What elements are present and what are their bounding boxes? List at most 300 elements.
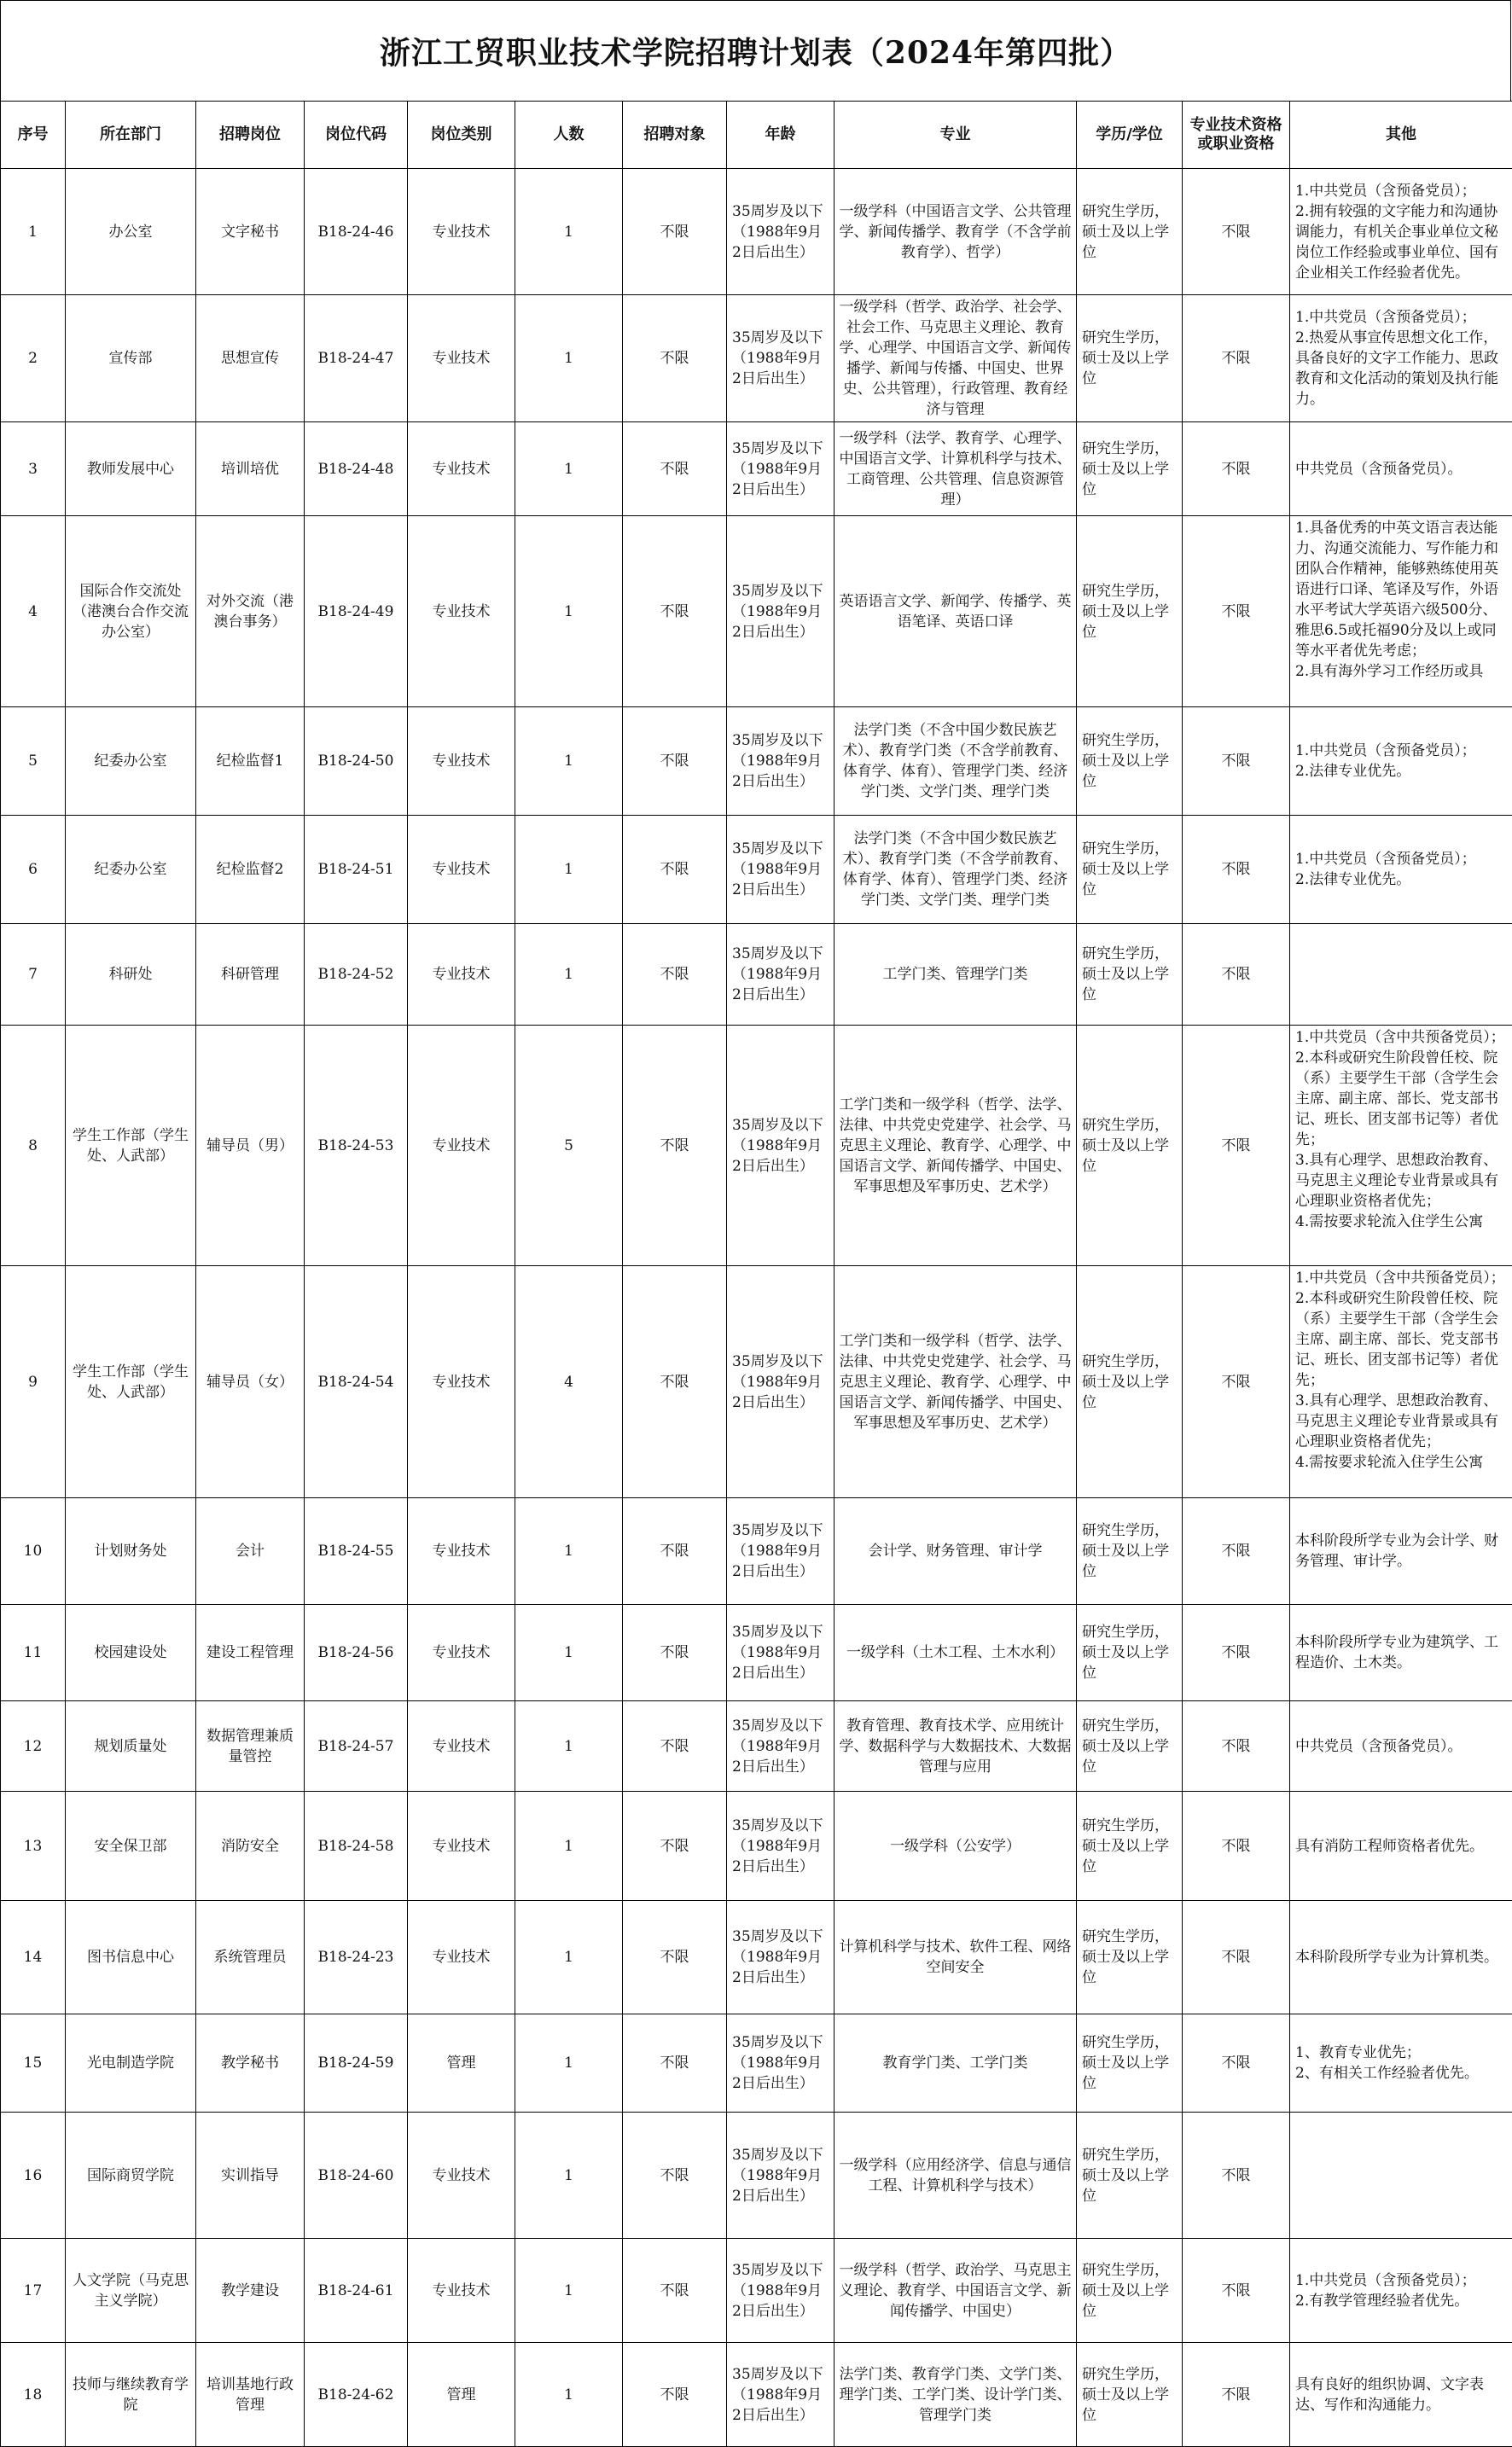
cell-education	[1077, 295, 1183, 422]
cell-no	[1, 1792, 66, 1901]
cell-other-text: 具有消防工程师资格者优先。	[1295, 1838, 1484, 1855]
cell-age	[727, 1266, 835, 1498]
cell-category-text: 专业技术	[433, 861, 491, 878]
cell-other	[1290, 2113, 1512, 2239]
cell-major-text: 一级学科（土木工程、土木水利）	[846, 1644, 1064, 1661]
cell-post-text: 教学建设	[221, 2282, 279, 2299]
cell-code	[305, 1498, 408, 1605]
cell-code	[305, 1266, 408, 1498]
cell-other	[1290, 2014, 1512, 2113]
cell-major	[835, 924, 1077, 1026]
cell-code	[305, 1605, 408, 1701]
header-age: 年龄	[727, 102, 835, 169]
cell-age-text: 35周岁及以下（1988年9月2日后出生）	[732, 732, 823, 790]
header-no: 序号	[1, 102, 66, 169]
cell-category	[408, 295, 515, 422]
cell-qualification-text: 不限	[1222, 1374, 1251, 1391]
cell-qualification	[1183, 1498, 1290, 1605]
cell-age-text: 35周岁及以下（1988年9月2日后出生）	[732, 1522, 823, 1580]
cell-dept-text: 规划质量处	[95, 1738, 167, 1755]
cell-no-text: 17	[24, 2282, 43, 2299]
cell-dept-text: 学生工作部（学生处、人武部）	[73, 1127, 189, 1165]
cell-dept-text: 计划财务处	[95, 1543, 167, 1560]
cell-other-text: 中共党员（含预备党员）。	[1295, 461, 1463, 478]
cell-count	[515, 1266, 623, 1498]
cell-post-text: 建设工程管理	[206, 1644, 294, 1661]
header-code: 岗位代码	[305, 102, 408, 169]
cell-code-text: B18-24-56	[318, 1644, 394, 1661]
cell-dept-text: 光电制造学院	[87, 2055, 174, 2072]
cell-major-text: 教育管理、教育技术学、应用统计学、数据科学与大数据技术、大数据管理与应用	[840, 1718, 1072, 1776]
cell-post	[196, 2239, 305, 2343]
cell-education	[1077, 2014, 1183, 2113]
cell-age	[727, 169, 835, 295]
cell-code	[305, 169, 408, 295]
cell-category	[408, 1701, 515, 1792]
cell-major-text: 一级学科（哲学、政治学、马克思主义理论、教育学、中国语言文学、新闻传播学、中国史）	[840, 2262, 1072, 2320]
cell-dept	[66, 295, 196, 422]
header-row	[1, 102, 1512, 169]
cell-education-text: 研究生学历，硕士及以上学位	[1082, 440, 1169, 498]
cell-count-text: 1	[564, 753, 573, 770]
cell-qualification-text: 不限	[1222, 2282, 1251, 2299]
cell-qualification	[1183, 2239, 1290, 2343]
cell-major-text: 法学门类（不含中国少数民族艺术）、教育学门类（不含学前教育、体育学、体育）、管理学门类、经济学门类、文学门类、理学门类	[843, 830, 1068, 909]
cell-age	[727, 2014, 835, 2113]
cell-major-text: 法学门类、教育学门类、文学门类、理学门类、工学门类、设计学门类、管理学门类	[840, 2366, 1072, 2424]
cell-category	[408, 2343, 515, 2447]
cell-major-text: 会计学、财务管理、审计学	[869, 1543, 1043, 1560]
cell-age	[727, 2113, 835, 2239]
cell-post-text: 培训培优	[221, 461, 279, 478]
cell-post	[196, 816, 305, 924]
cell-education-text: 研究生学历，硕士及以上学位	[1082, 1928, 1169, 1986]
cell-category	[408, 516, 515, 707]
cell-post-text: 实训指导	[221, 2167, 279, 2184]
cell-no	[1, 1498, 66, 1605]
cell-count-text: 1	[564, 1644, 573, 1661]
cell-other-text: 1.具备优秀的中英文语言表达能力、沟通交流能力、写作能力和团队合作精神，能够熟练使用英语进行口译、笔译及写作，外语水平考试大学英语六级500分、雅思6.5或托福90分及以上或同等水平者优先考虑； 2.具有海外学习工作经历或具	[1295, 518, 1507, 682]
table-row	[1, 2014, 1512, 2113]
cell-target-text: 不限	[660, 1137, 689, 1154]
cell-dept-text: 宣传部	[109, 350, 153, 367]
cell-dept	[66, 1605, 196, 1701]
cell-target	[623, 2014, 727, 2113]
cell-no-text: 1	[28, 224, 38, 241]
cell-no-text: 5	[28, 753, 38, 770]
cell-no	[1, 924, 66, 1026]
cell-code	[305, 2014, 408, 2113]
cell-major-text: 一级学科（法学、教育学、心理学、中国语言文学、计算机科学与技术、工商管理、公共管理、信息资源管理）	[840, 430, 1072, 509]
cell-major-text: 工学门类、管理学门类	[883, 966, 1028, 983]
cell-qualification-text: 不限	[1222, 2386, 1251, 2403]
cell-major	[835, 1901, 1077, 2014]
cell-target	[623, 1792, 727, 1901]
cell-other-text: 1.中共党员（含中共预备党员）； 2.本科或研究生阶段曾任校、院（系）主要学生干部（含学生会主席、副主席、部长、党支部书记、班长、团支部书记等）者优先； 3.具有心理学、思想政治教育、马克思主义理论专业背景或具有心理职业资格者优先； 4.需按要求轮流入住学生公寓	[1295, 1027, 1507, 1232]
cell-qualification	[1183, 295, 1290, 422]
cell-count	[515, 1792, 623, 1901]
cell-code-text: B18-24-53	[318, 1137, 394, 1154]
cell-target	[623, 169, 727, 295]
cell-dept	[66, 924, 196, 1026]
cell-dept	[66, 1701, 196, 1792]
cell-post-text: 会计	[236, 1543, 265, 1560]
cell-no	[1, 1266, 66, 1498]
cell-qualification	[1183, 1901, 1290, 2014]
header-education: 学历/学位	[1077, 102, 1183, 169]
cell-age	[727, 295, 835, 422]
cell-dept	[66, 1266, 196, 1498]
cell-target	[623, 2239, 727, 2343]
cell-count	[515, 422, 623, 516]
cell-count-text: 1	[564, 2167, 573, 2184]
cell-no	[1, 2239, 66, 2343]
cell-dept-text: 教师发展中心	[87, 461, 174, 478]
cell-major	[835, 1498, 1077, 1605]
header-qualification: 专业技术资格或职业资格	[1183, 102, 1290, 169]
cell-age	[727, 924, 835, 1026]
cell-code-text: B18-24-51	[318, 861, 394, 878]
cell-code	[305, 1901, 408, 2014]
cell-no-text: 8	[28, 1137, 38, 1154]
cell-code-text: B18-24-62	[318, 2386, 394, 2403]
cell-age-text: 35周岁及以下（1988年9月2日后出生）	[732, 2147, 823, 2205]
cell-qualification	[1183, 2343, 1290, 2447]
cell-count-text: 5	[564, 1137, 573, 1154]
table-row	[1, 1266, 1512, 1498]
cell-code-text: B18-24-61	[318, 2282, 394, 2299]
cell-other	[1290, 295, 1512, 422]
cell-target	[623, 1901, 727, 2014]
cell-count	[515, 1605, 623, 1701]
cell-no	[1, 2014, 66, 2113]
cell-education	[1077, 169, 1183, 295]
cell-no-text: 12	[24, 1738, 43, 1755]
cell-qualification	[1183, 169, 1290, 295]
cell-age-text: 35周岁及以下（1988年9月2日后出生）	[732, 1353, 823, 1411]
cell-code-text: B18-24-23	[318, 1949, 394, 1966]
cell-code-text: B18-24-57	[318, 1738, 394, 1755]
cell-target-text: 不限	[660, 861, 689, 878]
cell-count-text: 1	[564, 603, 573, 620]
cell-post	[196, 169, 305, 295]
cell-category-text: 专业技术	[433, 603, 491, 620]
cell-target	[623, 422, 727, 516]
cell-no-text: 16	[24, 2167, 43, 2184]
cell-code-text: B18-24-47	[318, 350, 394, 367]
table-row	[1, 2239, 1512, 2343]
cell-education-text: 研究生学历，硕士及以上学位	[1082, 945, 1169, 1003]
cell-count	[515, 1026, 623, 1266]
cell-qualification	[1183, 1026, 1290, 1266]
cell-age-text: 35周岁及以下（1988年9月2日后出生）	[732, 2262, 823, 2320]
cell-category	[408, 2014, 515, 2113]
cell-count	[515, 2113, 623, 2239]
cell-post	[196, 1701, 305, 1792]
cell-major-text: 工学门类和一级学科（哲学、法学、法律、中共党史党建学、社会学、马克思主义理论、教育学、心理学、中国语言文学、新闻传播学、中国史、军事思想及军事历史、艺术学）	[840, 1333, 1072, 1432]
cell-post-text: 教学秘书	[221, 2055, 279, 2072]
cell-target	[623, 816, 727, 924]
cell-category	[408, 2113, 515, 2239]
cell-qualification	[1183, 422, 1290, 516]
cell-category	[408, 169, 515, 295]
cell-category-text: 专业技术	[433, 2167, 491, 2184]
cell-no-text: 13	[24, 1838, 43, 1855]
cell-count	[515, 816, 623, 924]
cell-age	[727, 1026, 835, 1266]
table-row	[1, 169, 1512, 295]
cell-category	[408, 422, 515, 516]
cell-qualification-text: 不限	[1222, 1838, 1251, 1855]
cell-code-text: B18-24-58	[318, 1838, 394, 1855]
table-row	[1, 516, 1512, 707]
cell-category-text: 专业技术	[433, 1838, 491, 1855]
cell-category-text: 专业技术	[433, 1137, 491, 1154]
cell-qualification-text: 不限	[1222, 1137, 1251, 1154]
cell-code	[305, 516, 408, 707]
cell-code	[305, 422, 408, 516]
table-row	[1, 1605, 1512, 1701]
cell-education	[1077, 1701, 1183, 1792]
cell-post	[196, 1901, 305, 2014]
cell-age	[727, 816, 835, 924]
cell-post	[196, 707, 305, 816]
cell-no-text: 7	[28, 966, 38, 983]
cell-post	[196, 2113, 305, 2239]
cell-education-text: 研究生学历，硕士及以上学位	[1082, 1718, 1169, 1776]
cell-category-text: 专业技术	[433, 966, 491, 983]
cell-code	[305, 816, 408, 924]
cell-education-text: 研究生学历，硕士及以上学位	[1082, 2366, 1169, 2424]
cell-count-text: 1	[564, 350, 573, 367]
cell-post	[196, 295, 305, 422]
cell-dept	[66, 1026, 196, 1266]
cell-age-text: 35周岁及以下（1988年9月2日后出生）	[732, 1817, 823, 1875]
cell-target-text: 不限	[660, 224, 689, 241]
cell-qualification-text: 不限	[1222, 753, 1251, 770]
cell-dept-text: 国际合作交流处（港澳台合作交流办公室）	[73, 583, 189, 641]
cell-qualification-text: 不限	[1222, 1738, 1251, 1755]
cell-major	[835, 295, 1077, 422]
cell-other-text: 本科阶段所学专业为建筑学、工程造价、土木类。	[1295, 1634, 1498, 1671]
cell-education	[1077, 2239, 1183, 2343]
cell-dept	[66, 2113, 196, 2239]
cell-dept	[66, 816, 196, 924]
cell-major	[835, 2343, 1077, 2447]
cell-no-text: 6	[28, 861, 38, 878]
header-count: 人数	[515, 102, 623, 169]
table-row	[1, 924, 1512, 1026]
cell-education	[1077, 924, 1183, 1026]
cell-age	[727, 1605, 835, 1701]
cell-dept-text: 人文学院（马克思主义学院）	[73, 2272, 189, 2310]
cell-code	[305, 1792, 408, 1901]
cell-no	[1, 816, 66, 924]
cell-no-text: 11	[24, 1644, 43, 1661]
cell-category	[408, 1026, 515, 1266]
cell-major	[835, 816, 1077, 924]
cell-post	[196, 924, 305, 1026]
cell-dept-text: 国际商贸学院	[87, 2167, 174, 2184]
cell-other	[1290, 1792, 1512, 1901]
cell-qualification-text: 不限	[1222, 603, 1251, 620]
table-row	[1, 2343, 1512, 2447]
cell-dept-text: 安全保卫部	[95, 1838, 167, 1855]
cell-major-text: 计算机科学与技术、软件工程、网络空间安全	[840, 1938, 1072, 1976]
header-other: 其他	[1290, 102, 1512, 169]
cell-count	[515, 924, 623, 1026]
cell-code	[305, 707, 408, 816]
cell-other-text: 1.中共党员（含中共预备党员）； 2.本科或研究生阶段曾任校、院（系）主要学生干部（含学生会主席、副主席、部长、党支部书记、班长、团支部书记等）者优先； 3.具有心理学、思想政治教育、马克思主义理论专业背景或具有心理职业资格者优先； 4.需按要求轮流入住学生公寓	[1295, 1268, 1507, 1473]
cell-dept	[66, 1498, 196, 1605]
cell-count-text: 1	[564, 1838, 573, 1855]
cell-education-text: 研究生学历，硕士及以上学位	[1082, 583, 1169, 641]
cell-major	[835, 1026, 1077, 1266]
cell-education	[1077, 1792, 1183, 1901]
title-box	[0, 0, 1511, 101]
cell-dept-text: 纪委办公室	[95, 861, 167, 878]
cell-major-text: 一级学科（应用经济学、信息与通信工程、计算机科学与技术）	[840, 2157, 1072, 2194]
cell-major	[835, 2239, 1077, 2343]
cell-count-text: 1	[564, 461, 573, 478]
cell-category	[408, 1605, 515, 1701]
cell-major-text: 工学门类和一级学科（哲学、法学、法律、中共党史党建学、社会学、马克思主义理论、教育学、心理学、中国语言文学、新闻传播学、中国史、军事思想及军事历史、艺术学）	[840, 1096, 1072, 1195]
cell-education	[1077, 1498, 1183, 1605]
cell-post	[196, 1498, 305, 1605]
cell-code-text: B18-24-52	[318, 966, 394, 983]
cell-education	[1077, 1266, 1183, 1498]
cell-other	[1290, 1498, 1512, 1605]
cell-category	[408, 816, 515, 924]
header-dept: 所在部门	[66, 102, 196, 169]
table-row	[1, 1792, 1512, 1901]
cell-other-text: 本科阶段所学专业为计算机类。	[1295, 1949, 1498, 1966]
cell-other-text: 1.中共党员（含预备党员）； 2.法律专业优先。	[1295, 742, 1476, 780]
cell-major	[835, 169, 1077, 295]
cell-target	[623, 924, 727, 1026]
cell-category-text: 专业技术	[433, 461, 491, 478]
cell-other	[1290, 1266, 1512, 1498]
cell-qualification	[1183, 924, 1290, 1026]
cell-qualification	[1183, 2113, 1290, 2239]
cell-age-text: 35周岁及以下（1988年9月2日后出生）	[732, 203, 823, 261]
cell-post-text: 辅导员（女）	[206, 1374, 294, 1391]
table-row	[1, 707, 1512, 816]
header-major: 专业	[835, 102, 1077, 169]
cell-target-text: 不限	[660, 461, 689, 478]
cell-category	[408, 1266, 515, 1498]
cell-qualification-text: 不限	[1222, 966, 1251, 983]
cell-major	[835, 2113, 1077, 2239]
cell-target-text: 不限	[660, 2055, 689, 2072]
cell-age-text: 35周岁及以下（1988年9月2日后出生）	[732, 1928, 823, 1986]
cell-qualification	[1183, 1792, 1290, 1901]
cell-education	[1077, 516, 1183, 707]
cell-other	[1290, 924, 1512, 1026]
cell-dept	[66, 422, 196, 516]
cell-category	[408, 1498, 515, 1605]
cell-major	[835, 707, 1077, 816]
cell-category-text: 专业技术	[433, 1644, 491, 1661]
cell-education	[1077, 1901, 1183, 2014]
cell-category-text: 专业技术	[433, 350, 491, 367]
page-title: 浙江工贸职业技术学院招聘计划表（2024年第四批）	[380, 29, 1131, 73]
cell-dept	[66, 169, 196, 295]
cell-education-text: 研究生学历，硕士及以上学位	[1082, 1353, 1169, 1411]
cell-code-text: B18-24-55	[318, 1543, 394, 1560]
cell-target-text: 不限	[660, 2167, 689, 2184]
cell-other-text: 1.中共党员（含预备党员）； 2.有教学管理经验者优先。	[1295, 2272, 1476, 2310]
cell-age-text: 35周岁及以下（1988年9月2日后出生）	[732, 2366, 823, 2424]
cell-count-text: 1	[564, 966, 573, 983]
cell-dept-text: 图书信息中心	[87, 1949, 174, 1966]
cell-category	[408, 924, 515, 1026]
cell-age	[727, 707, 835, 816]
cell-dept-text: 办公室	[109, 224, 153, 241]
cell-qualification-text: 不限	[1222, 350, 1251, 367]
cell-count	[515, 1901, 623, 2014]
cell-age	[727, 1701, 835, 1792]
cell-post	[196, 1605, 305, 1701]
cell-other-text: 1.中共党员（含预备党员）； 2.拥有较强的文字能力和沟通协调能力，有机关企事业单位文秘岗位工作经验或事业单位、国有企业相关工作经验者优先。	[1295, 183, 1498, 282]
cell-no	[1, 1605, 66, 1701]
cell-education	[1077, 1605, 1183, 1701]
cell-dept-text: 学生工作部（学生处、人武部）	[73, 1363, 189, 1401]
cell-post-text: 辅导员（男）	[206, 1137, 294, 1154]
cell-qualification-text: 不限	[1222, 2167, 1251, 2184]
cell-qualification-text: 不限	[1222, 1644, 1251, 1661]
cell-target-text: 不限	[660, 2386, 689, 2403]
cell-post-text: 消防安全	[221, 1838, 279, 1855]
cell-count	[515, 2343, 623, 2447]
cell-other-text: 1.中共党员（含预备党员）； 2.热爱从事宣传思想文化工作，具备良好的文字工作能力、思政教育和文化活动的策划及执行能力。	[1295, 309, 1498, 408]
cell-no	[1, 1026, 66, 1266]
cell-post-text: 科研管理	[221, 966, 279, 983]
cell-education	[1077, 1026, 1183, 1266]
cell-education-text: 研究生学历，硕士及以上学位	[1082, 2147, 1169, 2205]
cell-count	[515, 169, 623, 295]
cell-other-text: 具有良好的组织协调、文字表达、写作和沟通能力。	[1295, 2376, 1484, 2414]
cell-code-text: B18-24-48	[318, 461, 394, 478]
table-body	[1, 169, 1512, 2447]
cell-qualification-text: 不限	[1222, 861, 1251, 878]
cell-count-text: 1	[564, 1543, 573, 1560]
cell-post	[196, 1026, 305, 1266]
cell-age-text: 35周岁及以下（1988年9月2日后出生）	[732, 945, 823, 1003]
cell-age-text: 35周岁及以下（1988年9月2日后出生）	[732, 1718, 823, 1776]
cell-post	[196, 1792, 305, 1901]
cell-target-text: 不限	[660, 753, 689, 770]
cell-target	[623, 516, 727, 707]
cell-post-text: 纪检监督1	[217, 753, 284, 770]
cell-major-text: 法学门类（不含中国少数民族艺术）、教育学门类（不含学前教育、体育学、体育）、管理学门类、经济学门类、文学门类、理学门类	[843, 722, 1068, 800]
cell-age	[727, 1792, 835, 1901]
cell-target	[623, 1605, 727, 1701]
cell-other	[1290, 169, 1512, 295]
cell-dept-text: 科研处	[109, 966, 153, 983]
cell-no	[1, 707, 66, 816]
cell-qualification	[1183, 1605, 1290, 1701]
cell-no-text: 14	[24, 1949, 43, 1966]
cell-post-text: 数据管理兼质量管控	[206, 1728, 294, 1765]
cell-dept	[66, 1792, 196, 1901]
cell-education-text: 研究生学历，硕士及以上学位	[1082, 1117, 1169, 1175]
cell-age	[727, 1901, 835, 2014]
cell-target	[623, 2343, 727, 2447]
cell-major	[835, 516, 1077, 707]
cell-age	[727, 422, 835, 516]
cell-qualification	[1183, 2014, 1290, 2113]
